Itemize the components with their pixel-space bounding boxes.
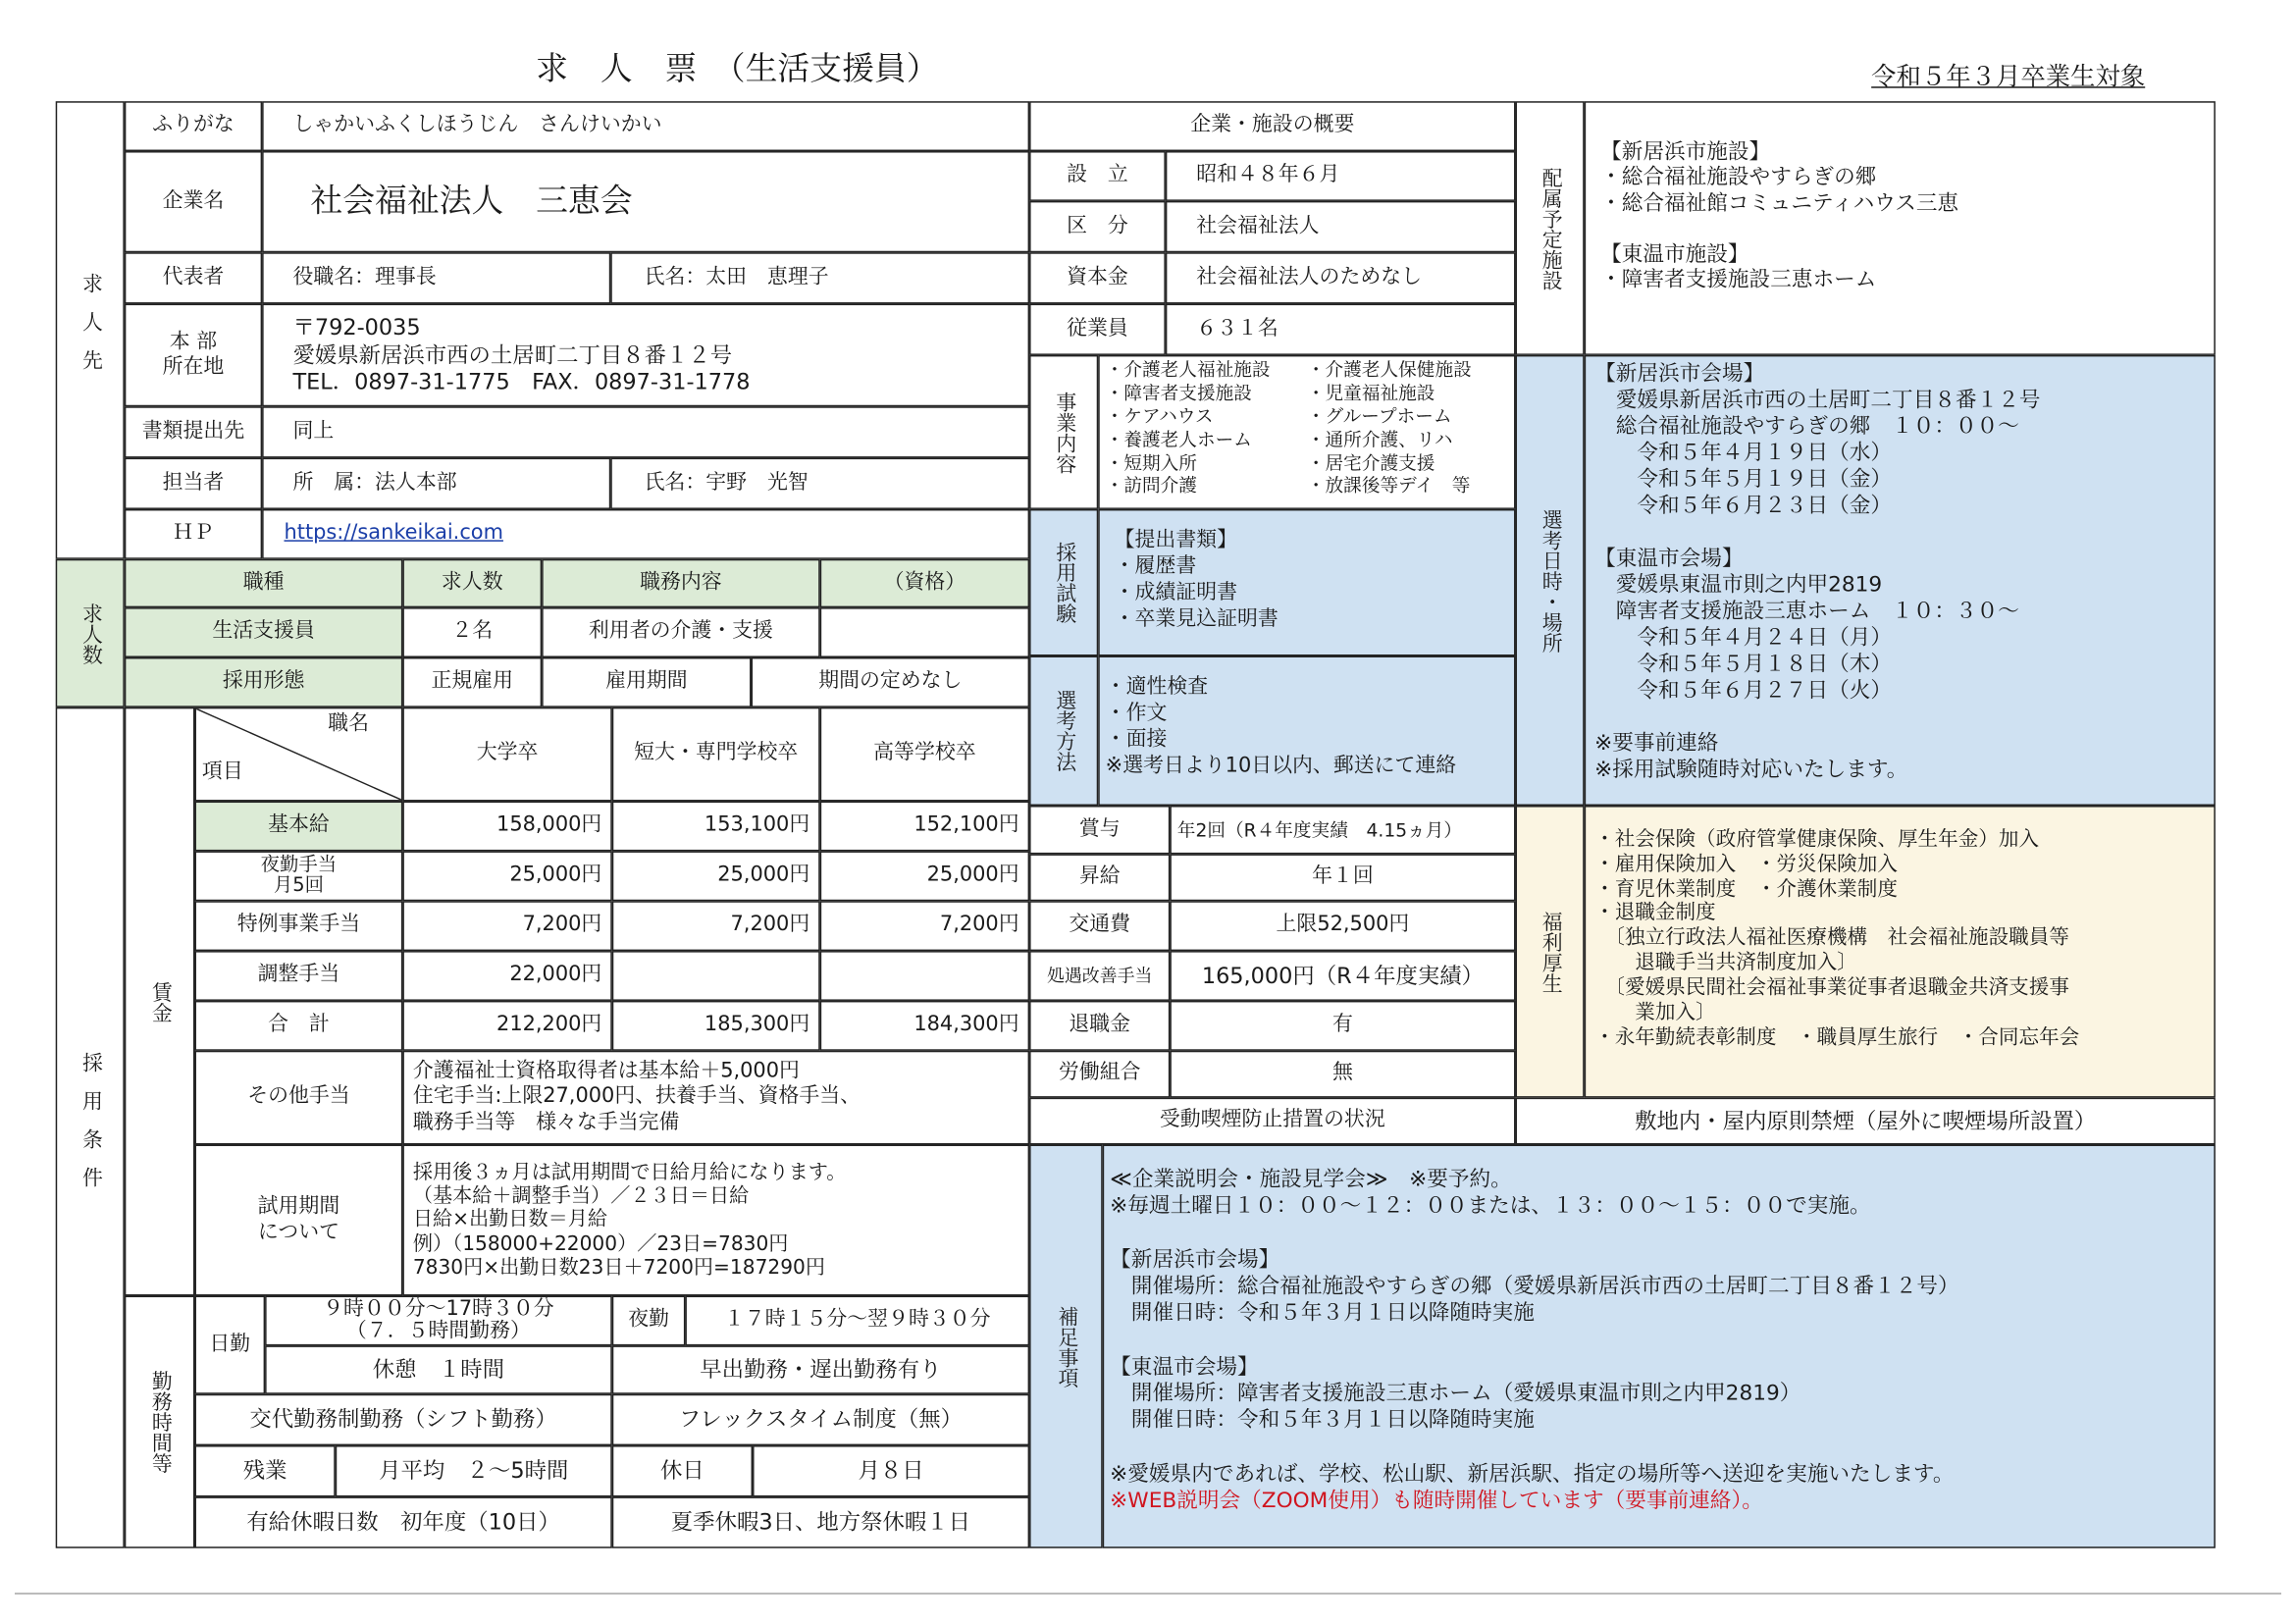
commute-label: 交通費 bbox=[1029, 901, 1170, 951]
bonus-value: 年2回（R４年度実績 4.15ヵ月） bbox=[1170, 806, 1515, 854]
section-hosoku: 補足事項 bbox=[1029, 1144, 1103, 1547]
notes-box bbox=[1103, 1144, 2216, 1547]
hp-label: ＨＰ bbox=[125, 509, 262, 559]
recruit-h-qual: （資格） bbox=[820, 559, 1029, 607]
section-senko-hoho: 選考方法 bbox=[1029, 655, 1098, 806]
facilities-list: 【新居浜市施設】 ・総合福祉施設やすらぎの郷 ・総合福祉館コミュニティハウス三恵 【東温市施設】 ・障害者支援施設三恵ホーム bbox=[1585, 101, 2216, 355]
recruit-count: ２名 bbox=[402, 607, 542, 657]
overtime-label: 残業 bbox=[194, 1445, 335, 1496]
union-value: 無 bbox=[1170, 1051, 1515, 1098]
overview-title: 企業・施設の概要 bbox=[1029, 101, 1515, 151]
flex-time: フレックスタイム制度（無） bbox=[612, 1394, 1029, 1445]
section-kyujinsu: 求人数 bbox=[56, 559, 125, 707]
section-jigyo: 事業内容 bbox=[1029, 355, 1098, 509]
smoke-value: 敷地内・屋内原則禁煙（屋外に喫煙場所設置） bbox=[1516, 1098, 2216, 1145]
hq-label: 本 部 所在地 bbox=[125, 304, 262, 407]
page-title: 求 人 票 （生活支援員） bbox=[536, 51, 939, 88]
recruit-h-duty: 職務内容 bbox=[542, 559, 820, 607]
other-allowance: 介護福祉士資格取得者は基本給＋5,000円 住宅手当:上限27,000円、扶養手当、資格手当、 職務手当等 様々な手当完備 bbox=[402, 1051, 1029, 1145]
wage-univ: 25,000円 bbox=[402, 851, 611, 901]
wage-hs: 184,300円 bbox=[820, 1001, 1029, 1051]
early-late: 早出勤務・遅出勤務有り bbox=[612, 1345, 1029, 1393]
night-shift: １７時１５分～翌９時３０分 bbox=[685, 1296, 1029, 1346]
trial-label: 試用期間 について bbox=[194, 1144, 402, 1295]
company-name: 社会福祉法人 三恵会 bbox=[262, 151, 1029, 252]
recruit-h-job: 職種 bbox=[125, 559, 403, 607]
bonus-label: 賞与 bbox=[1029, 806, 1170, 854]
recruit-qual bbox=[820, 607, 1029, 657]
shogu-value: 165,000円（R４年度実績） bbox=[1170, 951, 1515, 1001]
schedule-text: 【新居浜市会場】 愛媛県新居浜市西の土居町二丁目８番１２号 総合福祉施設やすらぎの郷 １０：００～ 令和５年４月１９日（水） 令和５年５月１９日（金） 令和５年６月２３日（金） 【東温市会場】 愛媛県東温市則之内甲2819 障害者支援施設三恵ホーム １０：３０～ 令和５年４月２４日（月） 令和５年５月１８日（木） 令和５年６月２７日（火） ※要事前連絡 ※採用試験随時対応いたします。 bbox=[1585, 355, 2216, 806]
wage-hs bbox=[820, 951, 1029, 1001]
wage-univ: 212,200円 bbox=[402, 1001, 611, 1051]
wage-jc bbox=[612, 951, 820, 1001]
wage-h-univ: 大学卒 bbox=[402, 707, 611, 802]
wage-jc: 7,200円 bbox=[612, 901, 820, 951]
wage-univ: 158,000円 bbox=[402, 802, 611, 852]
holiday: 月８日 bbox=[753, 1445, 1029, 1496]
recruit-h-count: 求人数 bbox=[402, 559, 542, 607]
night-shift-label: 夜勤 bbox=[612, 1296, 686, 1346]
wage-h-hs: 高等学校卒 bbox=[820, 707, 1029, 802]
overtime: 月平均 ２～5時間 bbox=[336, 1445, 612, 1496]
raise-value: 年１回 bbox=[1170, 854, 1515, 901]
wage-univ: 22,000円 bbox=[402, 951, 611, 1001]
period-label: 雇用期間 bbox=[542, 657, 751, 707]
employee-label: 従業員 bbox=[1029, 304, 1166, 355]
est-label: 設 立 bbox=[1029, 151, 1166, 201]
summer-leave: 夏季休暇3日、地方祭休暇１日 bbox=[612, 1496, 1029, 1547]
wage-hs: 152,100円 bbox=[820, 802, 1029, 852]
union-label: 労働組合 bbox=[1029, 1051, 1170, 1098]
corner-bottom: 項目 bbox=[201, 759, 243, 783]
notes-red: ※WEB説明会（ZOOM使用）も随時開催しています（要事前連絡）。 bbox=[1110, 1490, 1763, 1514]
section-haizoku: 配属予定施設 bbox=[1516, 101, 1585, 355]
wage-row-label: 調整手当 bbox=[194, 951, 402, 1001]
section-chingin: 賃金 bbox=[125, 707, 195, 1296]
day-shift: ９時００分～17時３０分 （７．５時間勤務） bbox=[265, 1296, 612, 1346]
section-kyujinsaki: 求人先 bbox=[56, 101, 125, 559]
capital-label: 資本金 bbox=[1029, 252, 1166, 303]
section-fukuri: 福利厚生 bbox=[1516, 806, 1585, 1098]
est-value: 昭和４８年６月 bbox=[1166, 151, 1516, 201]
exam-docs: 【提出書類】 ・履歴書 ・成績証明書 ・卒業見込証明書 bbox=[1098, 509, 1515, 656]
other-allowance-label: その他手当 bbox=[194, 1051, 402, 1145]
furigana-value: しゃかいふくしほうじん さんけいかい bbox=[262, 101, 1029, 151]
section-saiyo: 採用条件 bbox=[56, 707, 125, 1548]
rep-title: 役職名：理事長 bbox=[262, 252, 610, 303]
employee-value: ６３１名 bbox=[1166, 304, 1516, 355]
shogu-label: 処遇改善手当 bbox=[1029, 951, 1170, 1001]
form-label: 採用形態 bbox=[125, 657, 403, 707]
day-shift-label: 日勤 bbox=[194, 1296, 265, 1394]
exam-methods: ・適性検査 ・作文 ・面接 ※選考日より10日以内、郵送にて連絡 bbox=[1098, 655, 1515, 806]
type-label: 区 分 bbox=[1029, 201, 1166, 252]
wage-hs: 25,000円 bbox=[820, 851, 1029, 901]
business-list bbox=[1098, 355, 1515, 509]
rep-name: 氏名：太田 恵理子 bbox=[610, 252, 1029, 303]
contact-dept: 所 属：法人本部 bbox=[262, 458, 610, 509]
period-value: 期間の定めなし bbox=[752, 657, 1030, 707]
raise-label: 昇給 bbox=[1029, 854, 1170, 901]
submit-value: 同上 bbox=[262, 406, 1029, 457]
type-value: 社会福祉法人 bbox=[1166, 201, 1516, 252]
commute-value: 上限52,500円 bbox=[1170, 901, 1515, 951]
furigana-label: ふりがな bbox=[125, 101, 262, 151]
contact-label: 担当者 bbox=[125, 458, 262, 509]
capital-value: 社会福祉法人のためなし bbox=[1166, 252, 1516, 303]
wage-jc: 153,100円 bbox=[612, 802, 820, 852]
business-col-1: ・介護老人福祉施設 ・障害者支援施設 ・ケアハウス ・養護老人ホーム ・短期入所 ・訪問介護 bbox=[1105, 357, 1271, 497]
target-label: 令和５年３月卒業生対象 bbox=[1871, 63, 2146, 93]
wage-hs: 7,200円 bbox=[820, 901, 1029, 951]
recruit-job: 生活支援員 bbox=[125, 607, 403, 657]
section-senko-date: 選考日時・場所 bbox=[1516, 355, 1585, 806]
corner-top: 職名 bbox=[328, 711, 370, 736]
hp-link[interactable]: https://sankeikai.com bbox=[284, 521, 503, 546]
section-saiyo-shiken: 採用試験 bbox=[1029, 509, 1098, 656]
form-value: 正規雇用 bbox=[402, 657, 542, 707]
wage-row-label: 基本給 bbox=[194, 802, 402, 852]
wage-jc: 185,300円 bbox=[612, 1001, 820, 1051]
wage-h-jc: 短大・専門学校卒 bbox=[612, 707, 820, 802]
rep-label: 代表者 bbox=[125, 252, 262, 303]
recruit-duty: 利用者の介護・支援 bbox=[542, 607, 820, 657]
welfare-text: ・社会保険（政府管掌健康保険、厚生年金）加入 ・雇用保険加入 ・労災保険加入 ・育児休業制度 ・介護休業制度 ・退職金制度 〔独立行政法人福祉医療機構 社会福祉施設職員等 退職手当共済制度加入〕 〔愛媛県民間社会福祉事業従事者退職金共済支援事 業加入〕 ・永年勤続表彰制度 ・職員厚生旅行 ・合同忘年会 bbox=[1585, 806, 2216, 1098]
contact-name: 氏名：宇野 光智 bbox=[610, 458, 1029, 509]
business-col-2: ・介護老人保健施設 ・児童福祉施設 ・グループホーム ・通所介護、リハ ・居宅介護支援 ・放課後等デイ 等 bbox=[1306, 357, 1472, 497]
shift-work: 交代勤務制勤務（シフト勤務） bbox=[194, 1394, 611, 1445]
hp-cell bbox=[262, 509, 1029, 559]
wage-row-label: 夜勤手当 月5回 bbox=[194, 851, 402, 901]
retire-label: 退職金 bbox=[1029, 1001, 1170, 1051]
wage-row-label: 特例事業手当 bbox=[194, 901, 402, 951]
submit-label: 書類提出先 bbox=[125, 406, 262, 457]
break-time: 休憩 １時間 bbox=[265, 1345, 612, 1393]
hq-address: 〒792-0035 愛媛県新居浜市西の土居町二丁目８番１２号 TEL．0897-31-1775 FAX．0897-31-1778 bbox=[262, 304, 1029, 407]
wage-univ: 7,200円 bbox=[402, 901, 611, 951]
page-bottom-rule bbox=[15, 1593, 2281, 1595]
retire-value: 有 bbox=[1170, 1001, 1515, 1051]
notes-text: ≪企業説明会・施設見学会≫ ※要予約。 ※毎週土曜日１０：００～１２：００または、１３：００～１５：００で実施。 【新居浜市会場】 開催場所：総合福祉施設やすらぎの郷（愛媛県新居浜市西の土居町二丁目８番１２号） 開催日時：令和５年３月１日以降随時実施 【東温市会場】 開催場所：障害者支援施設三恵ホーム（愛媛県東温市則之内甲2819） 開催日時：令和５年３月１日以降随時実施 ※愛媛県内であれば、学校、松山駅、新居浜駅、指定の場所等へ送迎を実施いたします。 bbox=[1110, 1168, 1959, 1487]
wage-header-corner bbox=[194, 707, 402, 802]
holiday-label: 休日 bbox=[612, 1445, 753, 1496]
corner-diagonal bbox=[196, 708, 401, 800]
company-name-label: 企業名 bbox=[125, 151, 262, 252]
section-kinmu: 勤務時間等 bbox=[125, 1296, 195, 1548]
paid-leave: 有給休暇日数 初年度（10日） bbox=[194, 1496, 611, 1547]
smoke-label: 受動喫煙防止措置の状況 bbox=[1029, 1098, 1515, 1145]
trial-text: 採用後３ヵ月は試用期間で日給月給になります。 （基本給＋調整手当）／２３日＝日給 日給×出勤日数＝月給 例）（158000+22000）／23日=7830円 7830円×出勤日数23日＋7200円=187290円 bbox=[402, 1144, 1029, 1295]
wage-jc: 25,000円 bbox=[612, 851, 820, 901]
wage-row-label: 合 計 bbox=[194, 1001, 402, 1051]
